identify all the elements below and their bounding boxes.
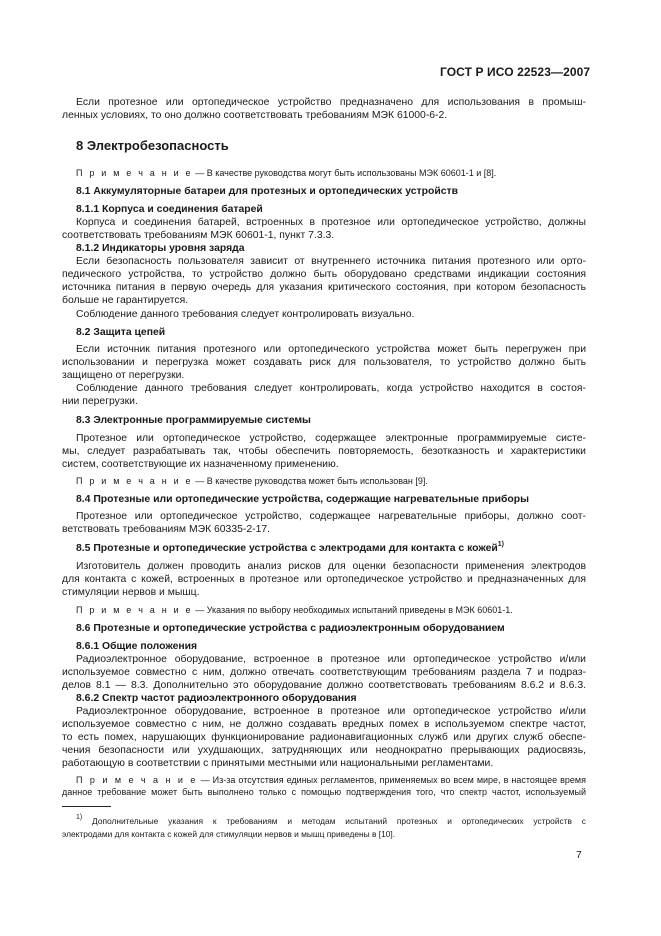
section-heading-8-5 xyxy=(76,542,504,555)
note xyxy=(76,167,496,179)
paragraph-line: Соблюдение данного требования следует контролировать, когда устройство находится в состоя- xyxy=(76,383,586,394)
note-label: П р и м е ч а н и е xyxy=(76,476,193,486)
paragraph-line: для контакта с кожей, встроенных в протезное или ортопедическое устройство и предназначенных для xyxy=(62,574,586,585)
section-heading-8-4: 8.4 Протезные или ортопедические устройства, содержащие нагревательные приборы xyxy=(76,494,529,505)
note-text: — В качестве руководства могут быть использованы МЭК 60601-1 и [8]. xyxy=(192,168,497,178)
note xyxy=(76,774,586,786)
paragraph-line: педического устройства, то устройство должно быть оборудовано средствами индикации состояния xyxy=(62,269,586,280)
section-heading-8: 8 Электробезопасность xyxy=(76,138,229,153)
paragraph-line: Протезное или ортопедическое устройство, содержащее электронные программируемые систе- xyxy=(76,433,586,444)
paragraph-line: больше не гарантируется. xyxy=(62,295,189,306)
section-heading-8-1: 8.1 Аккумуляторные батареи для протезных и ортопедических устройств xyxy=(76,186,458,197)
note xyxy=(76,604,513,616)
footnote-mark: 1) xyxy=(76,814,83,822)
paragraph-line: делов 8.1 — 8.3. Дополнительно это оборудование должно соответствовать требованиям 8.6.2 и 8.6.3. xyxy=(62,680,586,691)
paragraph-line: источника питания в первую очередь для указания критического состояния, при котором безопасность xyxy=(62,282,586,293)
footnote-ref: 1) xyxy=(497,540,505,548)
section-heading-8-1-1: 8.1.1 Корпуса и соединения батарей xyxy=(76,204,263,215)
footnote-separator xyxy=(62,806,111,807)
paragraph-line: стимуляции нервов и мышц. xyxy=(62,587,200,598)
note-label: П р и м е ч а н и е xyxy=(76,775,198,785)
section-heading-8-6-1: 8.6.1 Общие положения xyxy=(76,641,198,652)
page-number: 7 xyxy=(576,850,582,861)
section-heading-8-6-2: 8.6.2 Спектр частот радиоэлектронного оборудования xyxy=(76,693,357,704)
note-text: — Из-за отсутствия единых регламентов, применяемых во всем мире, в настоящее время xyxy=(197,775,586,785)
paragraph-line: использовании и перегрузка может создавать риск для пользователя, то устройство должно быть xyxy=(62,357,586,368)
note-label: П р и м е ч а н и е xyxy=(76,168,193,178)
paragraph-line: используемое совместно с ним, должно отвечать соответствующим требованиям раздела 7 и подраз- xyxy=(62,667,586,678)
paragraph-line: защищено от перегрузки. xyxy=(62,370,185,381)
paragraph-line: работающую в соответствии с принятыми местными или национальными регламентами. xyxy=(62,758,494,769)
section-heading-8-1-2: 8.1.2 Индикаторы уровня заряда xyxy=(76,243,245,254)
section-heading-8-2: 8.2 Защита цепей xyxy=(76,327,166,338)
paragraph-line: систем, соответствующие их назначенному применению. xyxy=(62,459,339,470)
footnote xyxy=(76,815,586,827)
paragraph-line: то есть помех, нарушающих функционирование радионавигационных служб или других служб обеспе- xyxy=(62,732,586,743)
section-heading-8-6: 8.6 Протезные и ортопедические устройства с радиоэлектронным оборудованием xyxy=(76,623,505,634)
paragraph-line: соответствовать требованиям МЭК 60601-1, пункт 7.3.3. xyxy=(62,230,335,241)
paragraph-line: Изготовитель должен проводить анализ рисков для оценки безопасности применения электродов xyxy=(76,561,586,572)
paragraph-line: Протезное или ортопедическое устройство, содержащее нагревательные приборы, должно соот- xyxy=(76,511,586,522)
paragraph-line: Корпуса и соединения батарей, встроенных в протезное или ортопедическое устройство, должны xyxy=(76,217,586,228)
paragraph-line: нии перегрузки. xyxy=(62,396,138,407)
paragraph-line: ветствовать требованиям МЭК 60335-2-17. xyxy=(62,524,271,535)
paragraph-line: мы, следует разрабатывать так, чтобы обеспечить повторяемость, безотказность и характеристики xyxy=(62,446,586,457)
note-text: — Указания по выбору необходимых испытаний приведены в МЭК 60601-1. xyxy=(192,605,513,615)
paragraph-line: Радиоэлектронное оборудование, встроенное в протезное или ортопедическое устройство и/или xyxy=(76,654,586,665)
document-header: ГОСТ Р ИСО 22523—2007 xyxy=(440,65,591,79)
paragraph-line: Если источник питания протезного или ортопедического устройства может быть перегружен при xyxy=(76,344,586,355)
paragraph-line: Радиоэлектронное оборудование, встроенное в протезное или ортопедическое устройство и/или xyxy=(76,706,586,717)
note-label: П р и м е ч а н и е xyxy=(76,605,193,615)
footnote-text: Дополнительные указания к требованиям и методам испытаний протезных и ортопедических устройств с xyxy=(82,816,586,826)
note-text: — В качестве руководства может быть использован [9]. xyxy=(192,476,428,486)
note-line: данное требование может быть выполнено только с помощью подтверждения того, что спектр частот, используемый xyxy=(62,787,586,797)
heading-text: 8.5 Протезные и ортопедические устройства с электродами для контакта с кожей xyxy=(76,543,498,554)
paragraph-line: используемое совместно с ним, не должно создавать вредных помех в используемом спектре частот, xyxy=(62,719,586,730)
paragraph-line: Если безопасность пользователя зависит от внутреннего источника питания протезного или орто- xyxy=(76,256,586,267)
footnote-line: электродами для контакта с кожей для стимуляции нервов и мышц приведены в [10]. xyxy=(62,829,396,839)
paragraph-line: чения безопасности или ухудшающих, затрудняющих или неоднократно прерывающих радиосвязь, xyxy=(62,745,586,756)
intro-line: ленных условиях, то оно должно соответствовать требованиям МЭК 61000-6-2. xyxy=(62,110,448,121)
section-heading-8-3: 8.3 Электронные программируемые системы xyxy=(76,415,311,426)
paragraph-line: Соблюдение данного требования следует контролировать визуально. xyxy=(76,309,415,320)
note xyxy=(76,475,428,487)
intro-line: Если протезное или ортопедическое устройство предназначено для использования в промыш- xyxy=(76,97,586,108)
